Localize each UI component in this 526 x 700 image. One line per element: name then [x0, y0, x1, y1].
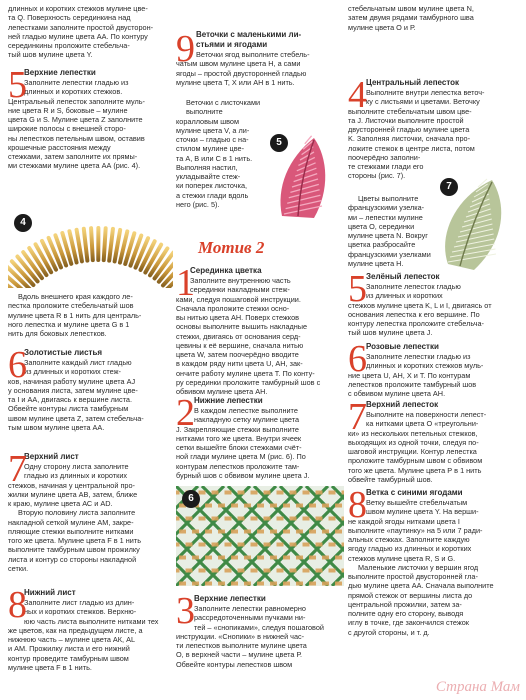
text-line: ками, следуя пошаговой инструкции. — [176, 294, 301, 304]
text-line: сточки – гладью с на- — [176, 135, 249, 144]
text-line: швом мулине цвета Z, затем стебельча- — [8, 413, 144, 423]
text-line: О, в верхней части – мулине цвета Р. — [176, 650, 303, 660]
text-line: стебельчатым швом мулине цвета N, — [348, 4, 474, 13]
text-line: французскими узелка- — [348, 203, 425, 213]
text-line: ягоды – простой двусторонней гладью — [176, 68, 307, 78]
text-line: Веточки с листочками выполните — [186, 98, 261, 117]
intro-line: тый шов мулине цвета Y. — [8, 50, 93, 60]
section-title: Нижний лист — [24, 588, 76, 597]
text-line: цевины к её вершине, сначала нитью — [176, 340, 304, 350]
section-top-petal — [348, 396, 520, 484]
figure-4 — [8, 206, 173, 288]
text-line: ны лепестков петельным швом, оставив — [8, 133, 145, 143]
col3-top — [348, 4, 520, 32]
text-line: контурам лепестков проложите там- — [176, 461, 300, 471]
text-line: ков, начиная работу мулине цвета AJ — [8, 376, 136, 386]
text-line: центральной прожилки, затем за- — [348, 599, 462, 609]
text-line: Заполните лепестки гладью из — [366, 352, 471, 361]
text-line: мулине цвета N. Вокруг — [348, 231, 428, 240]
text-line: выходящих из одной точки, следуя по- — [348, 437, 479, 447]
figure-6 — [176, 486, 344, 586]
text-line: ной глади мулине цвета М (рис. 6). По — [176, 452, 306, 462]
text-line: крошечные расстояния между — [8, 142, 111, 152]
text-line: из длинных и коротких стеж- — [24, 367, 121, 377]
text-line: ру серединки проложите тамбурный шов с — [176, 377, 321, 387]
text-line: Заполните лепесток гладью — [366, 282, 461, 291]
text-line: бурный шов с обвивом мулине цвета J. — [176, 470, 310, 480]
section-title: Верхние лепестки — [24, 68, 96, 77]
text-line: контуру лепестка проложите стебельча- — [348, 319, 484, 328]
text-line: швом мулине цвета Y. На верши- — [366, 507, 479, 517]
text-line: пляющие стежки выполните нитками — [8, 526, 134, 536]
section-title: Верхние лепестки — [194, 594, 266, 603]
text-line: основы выполните вышить накладные — [176, 322, 308, 332]
text-line: из длинных и коротких — [366, 291, 443, 301]
text-line: юю часть листа выполните нитками тех — [24, 616, 159, 626]
text-line: стежки, двигаясь от основания серд- — [176, 331, 301, 341]
text-line: длинных и коротких стежков муль- — [366, 361, 484, 371]
text-line: ончите работу мулине цвета T. По конту- — [176, 368, 315, 378]
text-line: с обвивом мулине цвета АН. — [348, 389, 446, 398]
text-line: лепестков проложите тамбурный шов — [348, 379, 477, 389]
text-line: тым швом мулине цвета АА. — [8, 422, 105, 432]
text-line: ми – лепестки мулине — [348, 212, 423, 222]
step-number: 9 — [176, 28, 195, 70]
text-line: обвейте тамбурный шов. — [348, 474, 433, 484]
text-line: полните одну его сторону, выводя — [348, 609, 464, 618]
section-title: Центральный лепесток — [366, 78, 460, 87]
text-line: контур проведите тамбурным швом — [8, 653, 129, 663]
intro-line: серединкины проложите стебельча- — [8, 41, 130, 50]
text-line: мулине цвета Т, Х или АН в 1 нить. — [176, 77, 295, 87]
text-line: Выполните на поверхности лепест- — [366, 410, 487, 419]
text-line: нитками того же цвета. Внутри ячеек — [176, 433, 302, 443]
text-line: ние цвета U, АН, Х и T. По контурам — [348, 370, 471, 380]
text-line: мулине цвета О и Р. — [348, 22, 416, 32]
section-upper-petals — [8, 64, 173, 171]
motif-2-heading: Мотив 2 — [198, 238, 265, 257]
text-line: него (рис. 5). — [176, 199, 220, 209]
section-lower-petals — [176, 392, 344, 480]
text-line: выполните «паутинку» на 5 или 7 ради- — [348, 525, 483, 535]
figure-7-badge: 7 — [440, 178, 458, 196]
text-line: Заполните лепестки равномерно — [194, 604, 306, 613]
text-line: того же цвета. Мулине цвета Р в 1 нить — [348, 465, 482, 475]
text-line: широкие полосы с внешней сторо- — [8, 124, 126, 134]
text-line: французскими узелками — [348, 249, 431, 259]
text-line: выполните стебельчатым швом цве- — [348, 106, 472, 116]
text-line: та I и АА, двигаясь к вершине листа. — [8, 395, 132, 404]
text-line: же цветов, как на предыдущем листе, а — [8, 625, 143, 635]
figure-5-badge: 5 — [270, 134, 288, 152]
step-number: 4 — [348, 74, 367, 116]
section-title: Веточки с маленькими ли- — [196, 30, 302, 39]
text-line: тый шов мулине цвета J. — [348, 328, 433, 338]
text-line: пестка проложите стебельчатый шов — [8, 301, 134, 311]
section-title: Нижние лепестки — [194, 396, 263, 405]
text-line: В каждом лепестке выполните — [194, 406, 298, 415]
french-knots-text — [348, 194, 440, 268]
step-number: 8 — [348, 484, 367, 526]
text-line: Сначала проложите стежки осно- — [176, 303, 290, 313]
text-line: коралловым швом — [176, 116, 239, 126]
text-line: стежков мулине цвета K, L и I, двигаясь от — [348, 300, 492, 310]
section-title: Зелёный лепесток — [366, 272, 440, 281]
text-line: укладывайте стеж- — [176, 172, 241, 181]
step-number: 1 — [176, 262, 195, 304]
figure-4-embroidery-image — [8, 206, 173, 288]
text-line: длинных и коротких стежков. — [24, 87, 123, 97]
section-lower-leaf — [8, 584, 173, 672]
twigs-leaves-text — [176, 98, 272, 209]
text-line: цвета О, серединки — [348, 221, 415, 231]
text-line: тей – «снопиками», следуя пошаговой — [194, 622, 324, 632]
text-line: Обвейте контуры листа тамбурным — [8, 404, 129, 414]
text-line: Заполните лист гладью из длин- — [24, 598, 135, 607]
step-number: 8 — [8, 584, 27, 626]
text-line: прямой стежок от вершины листа до — [348, 590, 473, 600]
text-line: цвета W, затем поочерёдно вводите — [176, 350, 299, 359]
text-line: ку с листьями и цветами. Веточку — [366, 97, 480, 107]
text-line: мулине цвета V, а ли- — [176, 125, 250, 135]
section-central-petal — [348, 74, 520, 181]
col1-intro — [8, 4, 173, 60]
step-number: 5 — [8, 64, 27, 106]
site-watermark: Страна Мам — [435, 679, 520, 695]
text-line: обвивом мулине цвета АН. — [176, 387, 268, 396]
text-line: та А, В или С в 1 нить. — [176, 153, 253, 163]
text-line: в каждом ряду нити цвета U, АН, зак- — [176, 359, 303, 369]
section-upper-petals-m2 — [176, 590, 344, 669]
text-line: Вторую половину листа заполните — [18, 508, 136, 518]
text-line: накладную сетку мулине цвета — [194, 415, 300, 425]
intro-line: лепестками заполните простой двусторон- — [8, 22, 154, 32]
text-line: чатым швом мулине цвета Н, а сами — [176, 59, 301, 69]
text-line: выполните простой двусторонней гла- — [348, 572, 478, 581]
text-line: K. Заполняя листочки, сначала про- — [348, 134, 470, 144]
text-line: Заполните лепестки гладью из — [24, 78, 129, 87]
text-line: вы нитью цвета АН. Поверх стежков — [176, 313, 300, 322]
text-line: у основания листа, затем мулине цве- — [8, 385, 138, 395]
text-line: стилом мулине цве- — [176, 144, 245, 154]
figure-5 — [270, 128, 344, 224]
figure-6-embroidery-image — [176, 486, 344, 586]
text-line: ного лепестка и мулине цвета G в 1 — [8, 319, 130, 329]
section-title: Золотистые листья — [24, 348, 103, 357]
text-line: к краю, мулине цвета АС и AD. — [8, 499, 113, 508]
text-line: и АМ. Прожилку листа и его нижний — [8, 644, 130, 654]
text-line: ки» из нескольких петельных стежков, — [348, 428, 478, 438]
text-line: серединки накладными стеж- — [190, 285, 290, 295]
text-line: основания лепестка к его вершине. По — [348, 309, 480, 319]
text-line: ти лепестков выполните мулине цвета — [176, 641, 307, 650]
text-line: ложите стежок в центре листа, потом — [348, 143, 475, 153]
text-line: Вдоль внешнего края каждого ле- — [18, 292, 133, 301]
text-line: альных стежках. Заполните каждую — [348, 535, 470, 544]
text-line: поочерёдно заполни- — [348, 152, 421, 162]
text-line: стороны (рис. 7). — [348, 171, 406, 181]
text-line: Ветку вышейте стебельчатым — [366, 498, 468, 507]
text-line: дью мулине цвета АА. Сначала выполните — [348, 581, 494, 591]
text-line: стежков, начиная у центральной про- — [8, 480, 135, 490]
text-line: Маленькие листочки у вершин ягод — [358, 562, 479, 572]
text-line: двусторонней гладью мулине цвета — [348, 125, 470, 134]
text-line: ягоду гладью из длинных и коротких — [348, 544, 472, 554]
section-title: стьями и ягодами — [196, 40, 268, 49]
text-line: Веточки ягод выполните стебель- — [196, 50, 310, 59]
text-line: иглу в точке, где закончился стежок — [348, 618, 469, 628]
section-title: Ветка с синими ягодами — [366, 488, 463, 497]
text-line: рассредоточенными пучками ни- — [194, 613, 306, 623]
text-line: накладной сеткой мулине АМ, закре- — [8, 517, 134, 527]
step-number: 6 — [8, 344, 27, 386]
text-line: того же цвета. Мулине цвета F в 1 нить — [8, 536, 141, 545]
text-line: листа и контур со стороны накладной — [8, 554, 137, 564]
step-number: 6 — [348, 338, 367, 380]
section-title: Розовые лепестки — [366, 342, 439, 351]
section-title: Верхний лепесток — [366, 400, 439, 409]
text-line: цветка разбросайте — [348, 240, 416, 250]
text-line: ми стежками мулине цвета АА (рис. 4). — [8, 161, 141, 171]
intro-line: та Q. Поверхность серединкина над — [8, 13, 131, 23]
intro-line: длинных и коротких стежков мулине цве- — [8, 4, 148, 13]
text-line: ка нитками цвета О «треугольни- — [366, 419, 479, 429]
section-title: Верхний лист — [24, 452, 79, 461]
text-line: мулине цвета Н. — [348, 258, 404, 268]
figure-6-badge: 6 — [182, 490, 200, 508]
text-line: затем двумя рядами тамбурного шва — [348, 13, 474, 23]
col1-after-fig4 — [8, 292, 173, 338]
text-line: Цветы выполните — [358, 194, 419, 203]
figure-4-badge: 4 — [14, 214, 32, 232]
text-line: Одну сторону листа заполните — [24, 462, 129, 471]
text-line: жилки мулине цвета АВ, затем, ближе — [8, 489, 138, 499]
section-flower-center — [176, 262, 344, 396]
section-twigs-berries — [176, 30, 344, 87]
text-line: инструкции. «Снопики» в нижней час- — [176, 631, 305, 641]
text-line: сетки вышейте блоки стежками счёт- — [176, 443, 302, 452]
text-line: Выполните внутри лепестка веточ- — [366, 88, 485, 97]
intro-line: ней гладью мулине цвета АА. По контуру — [8, 31, 148, 41]
section-upper-leaf — [8, 448, 173, 573]
text-line: Выполняя настил, — [176, 162, 238, 172]
text-line: проложите тамбурным швом с обвивом — [348, 456, 483, 466]
text-line: та J. Листочки выполните простой — [348, 115, 464, 125]
text-line: гладью из длинных и коротких — [24, 471, 128, 481]
text-line: мулине цвета R в 1 нить для централь- — [8, 310, 142, 320]
step-number: 7 — [8, 448, 27, 490]
text-line: стежками, затем заполните их прямы- — [8, 152, 138, 161]
text-line: ние цвета R и S, боковые – мулине — [8, 105, 128, 115]
text-line: ки поперек листочка, — [176, 181, 248, 191]
step-number: 2 — [176, 392, 195, 434]
text-line: с другой стороны, и т. д. — [348, 627, 430, 637]
text-line: Заполните внутреннюю часть — [190, 276, 291, 285]
text-line: нить для боковых лепестков. — [8, 329, 107, 338]
section-blue-berries-branch — [348, 484, 520, 637]
text-line: шаговой инструкции. Контур лепестка — [348, 447, 477, 456]
text-line: Центральный лепесток заполните муль- — [8, 96, 145, 106]
text-line: J. Закрепляющие стежки выполните — [176, 424, 299, 434]
text-line: мулине цвета F в 1 нить. — [8, 662, 92, 672]
text-line: стежков мулине цвета R, S и G. — [348, 553, 456, 563]
text-line: не каждой ягоды нитками цвета I — [348, 516, 460, 526]
section-golden-leaves — [8, 344, 173, 432]
text-line: а стежки глади вдоль — [176, 190, 249, 200]
step-number: 5 — [348, 268, 367, 310]
text-line: те стежками глади его — [348, 162, 424, 171]
figure-7 — [434, 176, 520, 272]
text-line: выполните тамбурным швом прожилку — [8, 545, 140, 555]
step-number: 3 — [176, 590, 195, 632]
text-line: цвета G и S. Мулине цвета Z заполните — [8, 115, 143, 124]
step-number: 7 — [348, 396, 367, 438]
text-line: Обвейте контуры лепестков швом — [176, 659, 293, 669]
text-line: Заполните каждый лист гладью — [24, 358, 132, 367]
section-green-petal — [348, 268, 520, 338]
text-line: нижнюю часть – мулине цвета АК, AL — [8, 635, 136, 644]
text-line: сетки. — [8, 563, 29, 573]
section-title: Серединка цветка — [190, 266, 262, 275]
text-line: ных и коротких стежков. Верхню- — [24, 607, 137, 617]
section-pink-petals — [348, 338, 520, 398]
